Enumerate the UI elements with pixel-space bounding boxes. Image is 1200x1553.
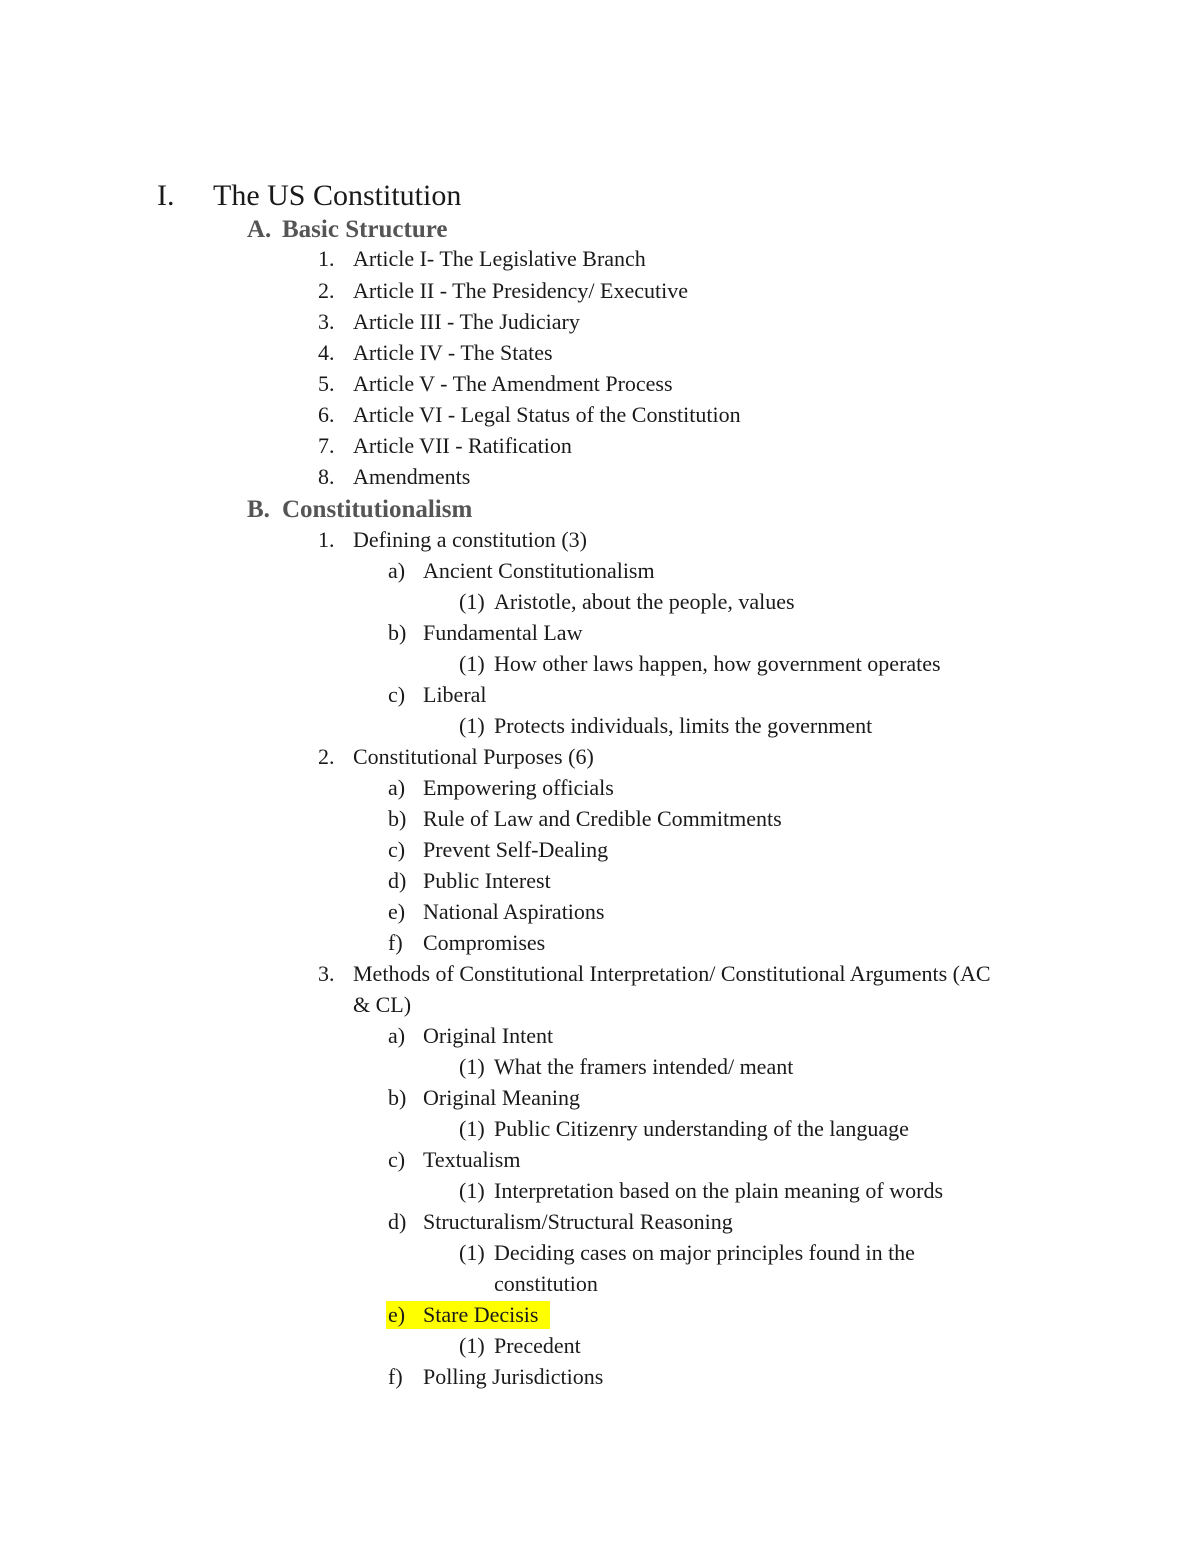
item-number: 6. <box>318 402 335 427</box>
item-number: b) <box>388 806 407 831</box>
item-text: Public Interest <box>423 868 551 893</box>
item-text: Structuralism/Structural Reasoning <box>423 1209 733 1234</box>
item-text: Polling Jurisdictions <box>423 1364 604 1389</box>
item-text: National Aspirations <box>423 899 605 924</box>
item-number: d) <box>388 1209 407 1234</box>
item-number: 5. <box>318 371 335 396</box>
item-text: Amendments <box>353 464 471 489</box>
item-text: Rule of Law and Credible Commitments <box>423 806 782 831</box>
item-number: a) <box>388 775 406 800</box>
item-text: Textualism <box>423 1147 521 1172</box>
item-number: d) <box>388 868 407 893</box>
item-text: Article III - The Judiciary <box>353 309 580 334</box>
section-title: The US Constitution <box>213 179 462 212</box>
item-number: c) <box>388 1147 406 1172</box>
item-text: How other laws happen, how government operates <box>494 651 941 676</box>
item-text: Public Citizenry understanding of the language <box>494 1116 909 1141</box>
item-text: Fundamental Law <box>423 620 583 645</box>
item-number: (1) <box>459 1178 485 1203</box>
item-number: 8. <box>318 464 335 489</box>
item-number: (1) <box>459 1054 485 1079</box>
item-text: Aristotle, about the people, values <box>494 589 795 614</box>
item-number: c) <box>388 837 406 862</box>
item-number: 3. <box>318 961 335 986</box>
item-text: Protects individuals, limits the government <box>494 713 873 738</box>
item-text: Interpretation based on the plain meaning of words <box>494 1178 944 1203</box>
item-text: Methods of Constitutional Interpretation/ Constitutional Arguments (AC <box>353 961 991 986</box>
item-number: 1. <box>318 246 335 271</box>
item-number: 7. <box>318 433 335 458</box>
item-number: f) <box>388 930 403 955</box>
item-number: a) <box>388 1023 406 1048</box>
item-number: b) <box>388 620 407 645</box>
item-text: constitution <box>494 1271 598 1296</box>
item-text: Stare Decisis <box>423 1302 539 1327</box>
item-text: Empowering officials <box>423 775 614 800</box>
item-number: 2. <box>318 278 335 303</box>
item-number: c) <box>388 682 406 707</box>
item-number: e) <box>388 899 406 924</box>
item-number: (1) <box>459 1116 485 1141</box>
section-title: Basic Structure <box>282 216 448 243</box>
item-text: Article VI - Legal Status of the Constitution <box>353 402 741 427</box>
item-number: (1) <box>459 1333 485 1358</box>
item-text: Original Meaning <box>423 1085 581 1110</box>
item-text: & CL) <box>353 992 412 1017</box>
item-number: e) <box>388 1302 406 1327</box>
item-text: Article VII - Ratification <box>353 433 572 458</box>
item-text: Article IV - The States <box>353 340 553 365</box>
item-number: a) <box>388 558 406 583</box>
item-number: 4. <box>318 340 335 365</box>
item-number: (1) <box>459 713 485 738</box>
item-text: Article I- The Legislative Branch <box>353 246 646 271</box>
item-text: Ancient Constitutionalism <box>423 558 655 583</box>
item-text: Article II - The Presidency/ Executive <box>353 278 688 303</box>
outline-number: I. <box>157 179 175 212</box>
item-text: What the framers intended/ meant <box>494 1054 794 1079</box>
item-number: 1. <box>318 527 335 552</box>
item-text: Prevent Self-Dealing <box>423 837 609 862</box>
item-text: Original Intent <box>423 1023 554 1048</box>
outline-number: B. <box>247 496 270 523</box>
item-text: Liberal <box>423 682 487 707</box>
item-text: Defining a constitution (3) <box>353 527 588 552</box>
item-text: Deciding cases on major principles found in the <box>494 1240 915 1265</box>
item-text: Article V - The Amendment Process <box>353 371 673 396</box>
outline-number: A. <box>247 216 272 243</box>
section-title: Constitutionalism <box>282 496 473 523</box>
item-number: f) <box>388 1364 403 1389</box>
item-text: Compromises <box>423 930 546 955</box>
item-number: 2. <box>318 744 335 769</box>
item-number: b) <box>388 1085 407 1110</box>
item-number: (1) <box>459 1240 485 1265</box>
item-number: 3. <box>318 309 335 334</box>
item-number: (1) <box>459 651 485 676</box>
item-number: (1) <box>459 589 485 614</box>
item-text: Precedent <box>494 1333 581 1358</box>
item-text: Constitutional Purposes (6) <box>353 744 594 769</box>
